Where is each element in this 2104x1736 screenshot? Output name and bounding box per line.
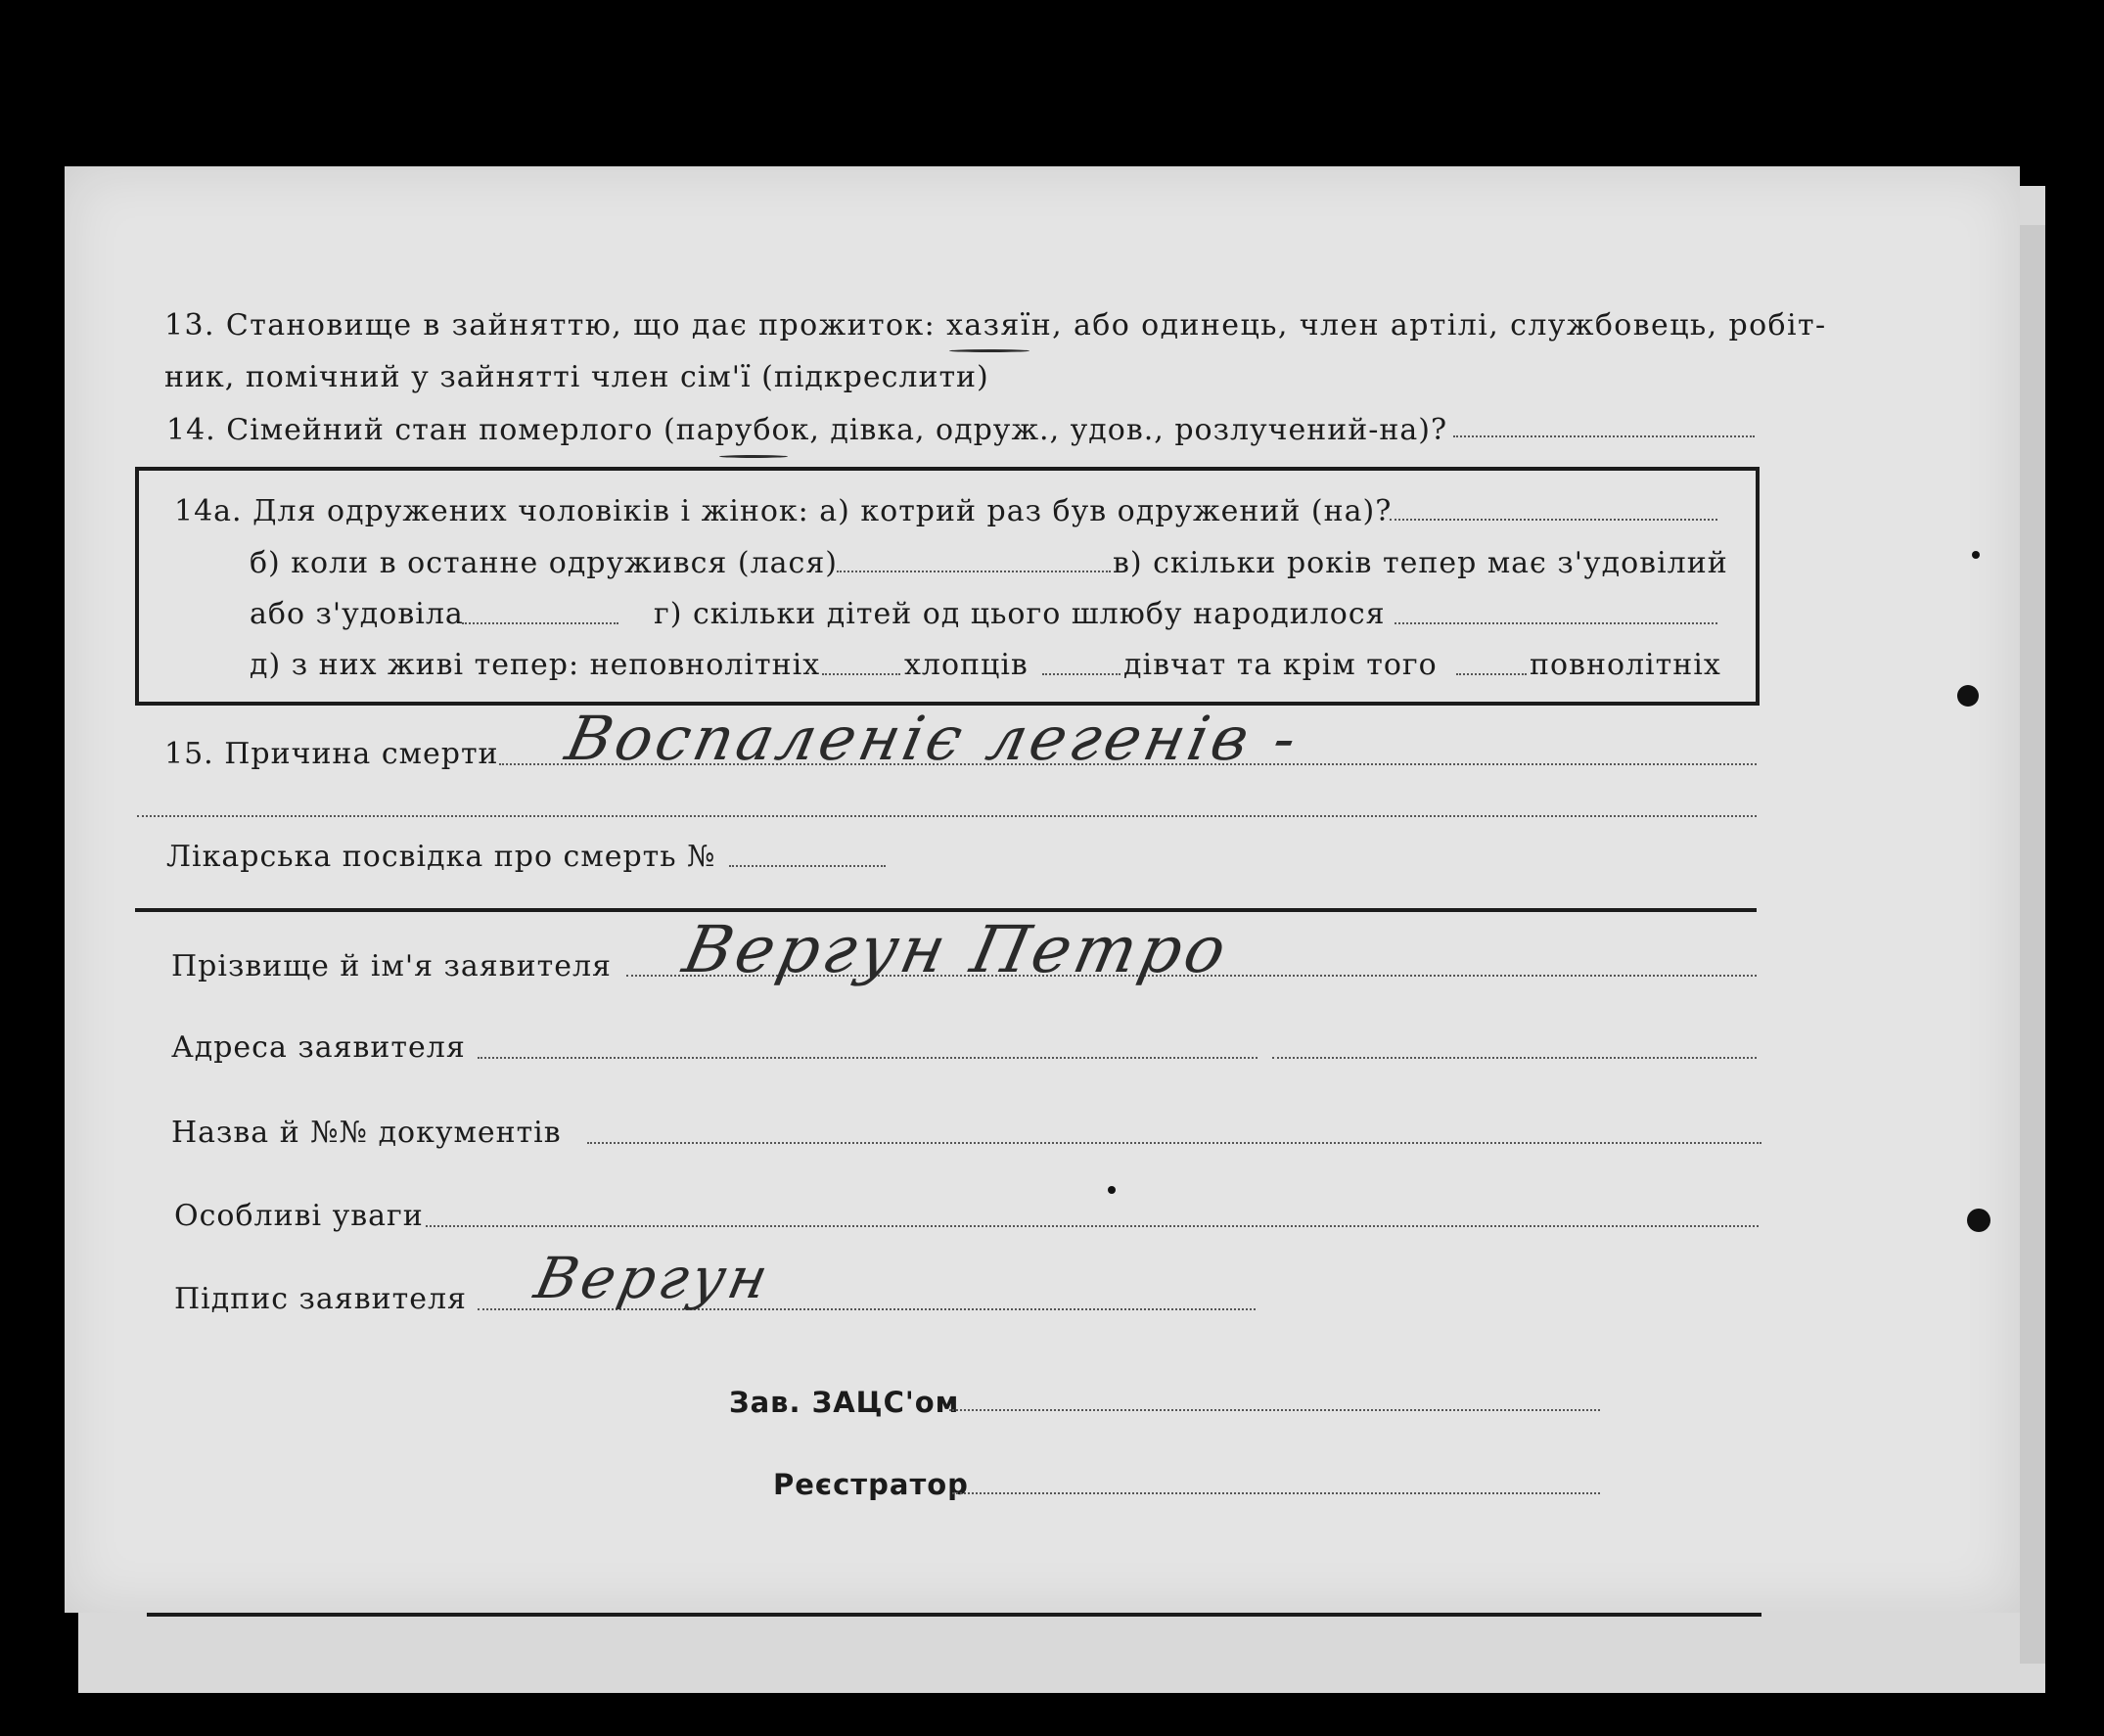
documents-blank[interactable]: [587, 1142, 1761, 1144]
registrar-blank[interactable]: [952, 1492, 1600, 1494]
binding-hole: [1957, 685, 1979, 707]
binding-hole: [1967, 1209, 1990, 1232]
handwritten-applicant-name: Вергун Петро: [676, 912, 1237, 987]
bottom-rule: [147, 1613, 1761, 1617]
item-14a-b-blank[interactable]: [837, 571, 1111, 572]
item-14a-minors-blank[interactable]: [822, 673, 900, 675]
applicant-address-label: Адреса заявителя: [171, 1030, 466, 1065]
applicant-name-label: Прізвище й ім'я заявителя: [171, 949, 612, 983]
item-13-line-2: ник, помічний у зайнятті член сім'ї (підкреслити): [164, 360, 989, 394]
notes-blank[interactable]: [426, 1225, 1759, 1227]
item-14a-line-3b: г) скільки дітей од цього шлюбу народилося: [654, 597, 1386, 631]
item-14a-line-4c: дівчат та крім того: [1123, 648, 1438, 682]
item-13-line-1: 13. Становище в зайняттю, що дає прожиток: хазяїн, або одинець, член артілі, службовець, робіт-: [164, 308, 1827, 343]
item-14a-line-4d: повнолітніх: [1530, 648, 1721, 682]
item-14-blank[interactable]: [1453, 435, 1755, 437]
head-of-registry-blank[interactable]: [949, 1409, 1600, 1411]
item-15-blank-2[interactable]: [137, 815, 1757, 817]
item-14a-line-2a: б) коли в останне одружився (лася): [250, 546, 838, 580]
handwritten-cause-of-death: Воспаленіє легенів -: [560, 703, 1307, 774]
item-14a-line-2b: в) скільки років тепер має з'удовілий: [1113, 546, 1728, 580]
item-14a-boys-blank[interactable]: [1042, 673, 1121, 675]
item-14-text: 14. Сімейний стан померлого (парубок, дівка, одруж., удов., розлучений-на)?: [166, 413, 1448, 447]
applicant-address-blank[interactable]: [478, 1057, 1258, 1059]
handwritten-signature: Вергун: [528, 1245, 778, 1311]
registrar-label: Реєстратор: [773, 1468, 969, 1501]
paper-edge: [2020, 225, 2045, 1664]
underline-mark-parubok: [719, 455, 788, 458]
notes-label: Особливі уваги: [174, 1199, 424, 1233]
medical-certificate-blank[interactable]: [729, 865, 886, 867]
item-14a-g-blank[interactable]: [1395, 622, 1717, 624]
head-of-registry-label: Зав. ЗАЦС'ом: [729, 1386, 960, 1419]
medical-certificate-label: Лікарська посвідка про смерть №: [166, 840, 716, 874]
item-14a-line-4b: хлопців: [904, 648, 1029, 682]
item-14a-line-3a: або з'удовіла: [250, 597, 464, 631]
item-14a-girls-blank[interactable]: [1456, 673, 1527, 675]
item-14a-a-blank[interactable]: [1390, 519, 1717, 521]
item-14a-line-1: 14а. Для одружених чоловіків і жінок: а) котрий раз був одружений (на)?: [174, 494, 1393, 528]
applicant-address-blank-2[interactable]: [1272, 1057, 1757, 1059]
paper-speck: [1108, 1186, 1116, 1194]
item-14a-line-4a: д) з них живі тепер: неповнолітніх: [250, 648, 821, 682]
documents-label: Назва й №№ документів: [171, 1116, 562, 1150]
signature-label: Підпис заявителя: [174, 1282, 467, 1316]
underline-mark-khaziain: [949, 349, 1029, 352]
binding-hole: [1972, 551, 1980, 559]
item-14a-v-blank[interactable]: [462, 622, 618, 624]
item-15-label: 15. Причина смерти: [164, 737, 499, 771]
